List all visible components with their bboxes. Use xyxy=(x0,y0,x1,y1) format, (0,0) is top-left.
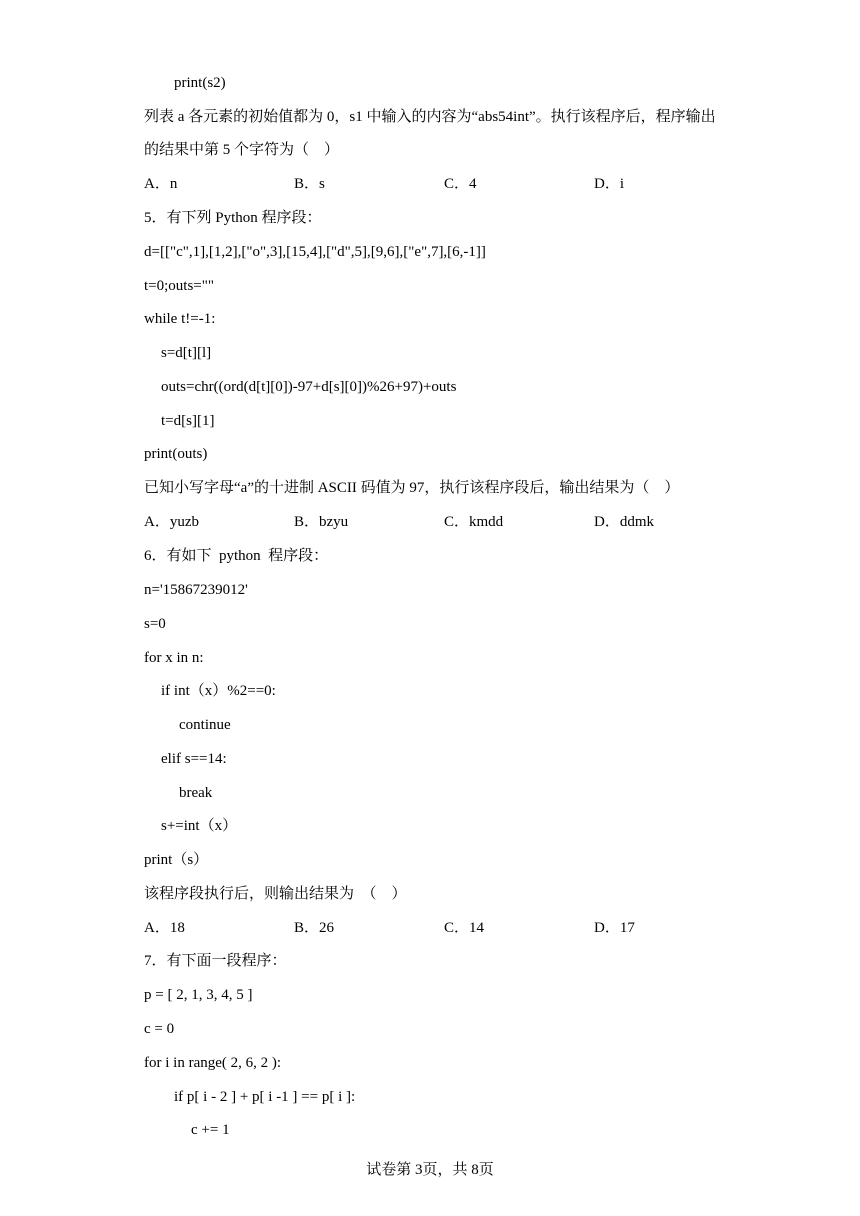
option-b: B．bzyu xyxy=(294,514,349,530)
code-line: d=[["c",1],[1,2],["o",3],[15,4],["d",5],[9,6],["e",7],[6,-1]] xyxy=(144,244,486,260)
option-d: D．17 xyxy=(594,920,635,936)
option-d: D．i xyxy=(594,176,625,192)
code-line: for x in n: xyxy=(144,650,204,666)
code-line: n='15867239012' xyxy=(144,582,248,598)
code-line: for i in range( 2, 6, 2 ): xyxy=(144,1055,282,1071)
option-a: A．n xyxy=(144,176,178,192)
option-d: D．ddmk xyxy=(594,514,655,530)
code-line: s=d[t][l] xyxy=(161,345,212,361)
code-line: elif s==14: xyxy=(161,751,227,767)
code-line: c = 0 xyxy=(144,1021,175,1037)
code-line: print(s2) xyxy=(174,75,226,91)
option-a: A．yuzb xyxy=(144,514,199,530)
question-heading: 7．有下面一段程序： xyxy=(144,953,287,969)
question-text: 该程序段执行后，则输出结果为 （ ） xyxy=(144,886,407,902)
question-text: 已知小写字母“a”的十进制 ASCII 码值为 97，执行该程序段后，输出结果为（ ） xyxy=(144,480,680,496)
question-text: 列表 a 各元素的初始值都为 0，s1 中输入的内容为“abs54int”。执行该程序后，程序输出 xyxy=(144,109,716,125)
question-heading: 6．有如下 python 程序段： xyxy=(144,548,329,564)
code-line: print(outs) xyxy=(144,446,208,462)
code-line: while t!=-1: xyxy=(144,311,216,327)
code-line: t=0;outs="" xyxy=(144,278,215,294)
code-line: print（s） xyxy=(144,852,209,868)
code-line: if p[ i - 2 ] + p[ i -1 ] == p[ i ]: xyxy=(174,1089,356,1105)
code-line: s+=int（x） xyxy=(161,818,238,834)
code-line: s=0 xyxy=(144,616,166,632)
question-text: 的结果中第 5 个字符为（ ） xyxy=(144,142,340,158)
option-c: C．4 xyxy=(444,176,477,192)
option-b: B．26 xyxy=(294,920,335,936)
code-line: p = [ 2, 1, 3, 4, 5 ] xyxy=(144,987,253,1003)
option-a: A．18 xyxy=(144,920,185,936)
code-line: t=d[s][1] xyxy=(161,413,215,429)
code-line: outs=chr((ord(d[t][0])-97+d[s][0])%26+97)+outs xyxy=(161,379,457,395)
option-c: C．14 xyxy=(444,920,485,936)
page-footer: 试卷第 3页，共 8页 xyxy=(366,1162,494,1178)
option-b: B．s xyxy=(294,176,325,192)
option-c: C．kmdd xyxy=(444,514,504,530)
code-line: continue xyxy=(179,717,231,733)
code-line: c += 1 xyxy=(191,1122,230,1138)
code-line: break xyxy=(179,785,213,801)
question-heading: 5．有下列 Python 程序段： xyxy=(144,210,322,226)
code-line: if int（x）%2==0: xyxy=(161,683,276,699)
